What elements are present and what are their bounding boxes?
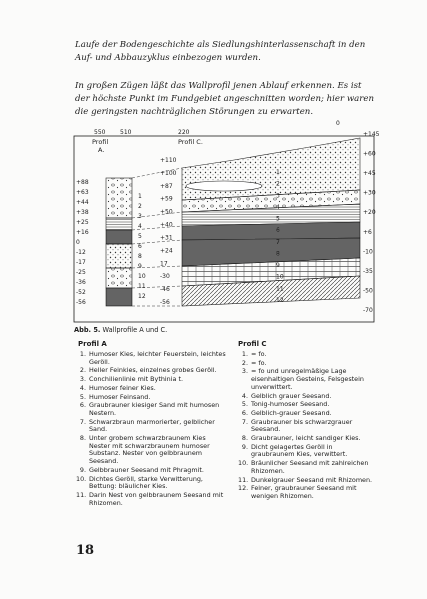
mid-depth-8: 17 [160,260,168,268]
c-layer-5: 6 [276,227,280,235]
c-layer-11: 12 [276,297,284,304]
caption-prefix: Abb. 5. [74,326,101,334]
c-layer-1: 2 [276,180,280,188]
profile-a-legend-item-text: Darin Nest von gelbbraunem Seesand mit Rhizomen. [89,490,224,507]
profile-drawing [74,120,380,322]
c-layer-0: 1 [276,169,280,176]
profile-c-legend-item-number: 4. [241,391,248,400]
profile-a-column [106,178,132,306]
profile-a-legend-item-text: Schwarzbraun marmorierter, gelblicher Sand. [89,417,215,434]
profile-a-legend-item-text: Graubrauner kiesiger Sand mit humosen Nestern. [89,401,220,417]
left-depth-5: +16 [76,229,89,236]
right-depth-1: +60 [363,150,376,158]
profile-c-legend-item-number: 7. [241,417,248,426]
profile-c-legend-item [238,351,378,359]
profile-c-title: Profil C [238,340,267,348]
mid-depth-6: +31 [160,234,173,242]
right-depth-6: -10 [363,248,373,256]
right-depth-labels [363,131,380,314]
profile-c-section [182,138,360,306]
wall-profile-figure [74,120,380,322]
profile-a-label-line2: A. [98,146,105,154]
profile-a-legend-item [76,351,226,366]
left-depth-10: -36 [76,279,86,286]
profile-c-legend-item-number: 5. [241,400,248,409]
profile-a-legend-item-number: 1. [79,350,86,358]
left-depth-3: +38 [76,209,89,216]
profile-a-legend-item-number: 9. [79,465,86,474]
profile-a-legend-item [76,394,226,402]
profile-c-legend-item-text: Gelblich-grauer Seesand. [251,408,332,417]
c-layer-6: 7 [276,238,280,246]
profile-a-legend [76,351,226,508]
profile-a-legend-item-number: 10. [76,474,87,483]
profile-c-legend-item-text: Bräunlicher Seesand mit zahlreichen Rhizomen. [251,459,369,475]
left-depth-8: -17 [76,259,86,266]
c-layer-9: 10 [276,273,284,281]
profile-c-legend-item-text: = fo. [251,358,267,367]
profile-c-legend-item-number: 3. [241,367,248,376]
profile-a-legend-item [76,367,226,375]
profile-a-legend-item-text: Unter grobem schwarzbraunem Kies Nester mit schwarzbraunem humoser Substanz. Nester von gelbbraunem Seesand. [89,434,210,466]
profile-c-legend-item-number: 2. [241,358,248,367]
profile-a-legend-item [76,385,226,393]
left-depth-0: +88 [76,179,89,186]
profile-c-legend-item-number: 10. [238,459,249,468]
profile-c-legend-item-text: Feiner, graubrauner Seesand mit wenigen Rhizomen. [251,484,357,500]
left-depth-labels [76,179,89,306]
a-layer-8: 10 [138,273,146,280]
mid-depth-labels [160,157,177,306]
profile-a-legend-item-text: Humoser Kies, leichter Feuerstein, leichtes Geröll. [89,350,226,366]
a-layer-6: 8 [138,253,142,260]
a-layer-7: 9 [138,263,142,270]
profile-a-legend-item-text: Humoser Feinsand. [89,392,151,401]
profile-a-legend-item-text: Gelbbrauner Seesand mit Phragmit. [89,465,204,474]
profile-c-legend-item-text: Dunkelgrauer Seesand mit Rhizomen. [251,475,373,484]
profile-a-label-line1: Profil [92,138,109,146]
profile-c-legend-item [238,460,378,475]
profile-c-legend-item-number: 8. [241,434,248,443]
profile-c-legend-item [238,368,378,391]
figure-caption [74,326,167,334]
right-depth-3: +30 [363,189,376,197]
profile-a-legend-item-text: Heller Feinkies, einzelnes grobes Geröll. [89,366,217,375]
mark-550: 550 [94,129,106,136]
profile-c-legend-item [238,401,378,409]
c-layer-2: 3 [276,192,280,200]
mid-depth-11: -56 [160,299,170,306]
right-depth-2: +45 [363,170,376,178]
profile-c-legend-item [238,393,378,401]
page-number: 18 [76,543,95,558]
profile-c-legend-item-text: = fo und unregelmäßige Lage eisenhaltigen Gesteins, Felsgestein unverwittert. [251,367,364,391]
mark-510: 510 [120,129,132,136]
profile-a-legend-item-number: 3. [79,375,86,384]
profile-a-legend-item-number: 5. [79,392,86,401]
c-layer-7: 8 [276,250,280,258]
mark-0: 0 [336,120,340,127]
mid-depth-5: +40 [160,221,173,229]
right-depth-7: -35 [363,267,373,275]
mid-depth-9: -30 [160,273,170,281]
profile-a-legend-item [76,435,226,466]
profile-c-legend-item-text: = fo. [251,350,267,358]
right-depth-0: +145 [363,131,380,138]
paragraph-2: In großen Zügen läßt das Wallprofil jenen Ablauf erkennen. Es ist der höchste Punkt im Fundgebiet angeschnitten worden; hier waren die geringsten nachträglichen Störungen zu erwarten. [75,81,375,117]
right-depth-8: -50 [363,287,373,295]
profile-c-legend-item-text: Graubrauner, leicht sandiger Kies. [251,434,361,443]
c-layer-10: 11 [276,285,284,293]
profile-c-legend-item-text: Dicht gelagertes Geröll in graubraunem Kies, verwittert. [251,442,348,459]
left-depth-12: -56 [76,299,86,306]
profile-c-legend-item-text: Gelblich grauer Seesand. [251,391,332,400]
paragraph-1: Laufe der Bodengeschichte als Siedlungshinterlassenschaft in den Auf- und Abbauzyklus einbezogen wurden. [75,40,366,63]
profile-c-legend-item-number: 9. [241,442,248,451]
left-depth-9: -25 [76,269,86,276]
a-layer-0: 1 [138,193,142,200]
profile-c-legend-item-text: Graubrauner bis schwarzgrauer Seesand. [251,417,353,434]
mid-depth-0: +110 [160,157,177,164]
left-depth-7: -12 [76,249,86,256]
a-layer-2: 3 [138,213,142,220]
left-depth-4: +25 [76,219,89,226]
profile-c-legend-item [238,477,378,485]
right-depth-5: +6 [363,228,372,236]
profile-c-label: Profil C. [178,138,203,146]
profile-c-legend-item-number: 11. [238,475,249,484]
a-layer-5: 6 [138,243,142,250]
profile-c-legend-item [238,444,378,459]
mid-depth-2: +87 [160,182,173,190]
profile-c-legend-item [238,419,378,434]
right-depth-9: -70 [363,307,373,314]
profile-a-legend-item-number: 4. [79,383,86,392]
right-depth-4: +20 [363,209,376,217]
profile-a-legend-item-number: 11. [76,490,87,499]
mid-depth-10: -46 [160,286,170,294]
caption-text: Wallprofile A und C. [102,326,168,334]
profile-a-legend-item-text: Humoser feiner Kies. [89,383,156,392]
profile-c-legend [238,351,378,502]
a-layer-9: 11 [138,283,146,290]
profile-c-legend-item-number: 6. [241,408,248,417]
profile-a-legend-item-number: 6. [79,401,86,410]
profile-a-legend-item [76,402,226,417]
mid-depth-3: +59 [160,195,173,203]
a-layer-1: 2 [138,203,142,210]
profile-a-legend-item-number: 7. [79,417,86,426]
a-layer-10: 12 [138,293,146,300]
profile-c-legend-item [238,410,378,418]
left-depth-11: -52 [76,289,86,296]
mark-220: 220 [178,129,190,136]
profile-c-legend-item-number: 12. [238,484,249,493]
c-layer-4: 5 [276,215,280,223]
profile-a-title: Profil A [78,340,107,348]
c-layer-3: 4 [276,203,280,211]
mid-depth-4: +50 [160,208,173,216]
c-layer-8: 9 [276,262,280,270]
profile-a-legend-item [76,376,226,384]
profile-c-legend-item [238,485,378,500]
profile-a-legend-item [76,467,226,475]
profile-a-legend-item-number: 8. [79,434,86,443]
mid-depth-7: +24 [160,247,173,255]
profile-a-legend-item-text: Dichtes Geröll, starke Verwitterung, Bettung: bläulicher Kies. [89,474,203,491]
profile-c-legend-item [238,435,378,443]
left-depth-1: +63 [76,189,89,196]
a-layer-4: 5 [138,233,142,240]
profile-c-legend-item [238,360,378,368]
profile-a-legend-item [76,492,226,507]
left-depth-2: +44 [76,199,89,206]
profile-c-legend-item-text: Tonig-humoser Seesand. [251,400,330,409]
left-depth-6: 0 [76,239,80,246]
profile-a-layer-numbers [138,193,146,300]
profile-a-legend-item [76,419,226,434]
mid-depth-1: +100 [160,169,177,177]
profile-a-legend-item-text: Conchilienlinie mit Bythinia t. [89,375,183,384]
profile-a-legend-item-number: 2. [79,366,86,375]
profile-c-legend-item-number: 1. [241,350,248,358]
a-layer-3: 4 [138,223,142,230]
profile-a-legend-item [76,476,226,491]
